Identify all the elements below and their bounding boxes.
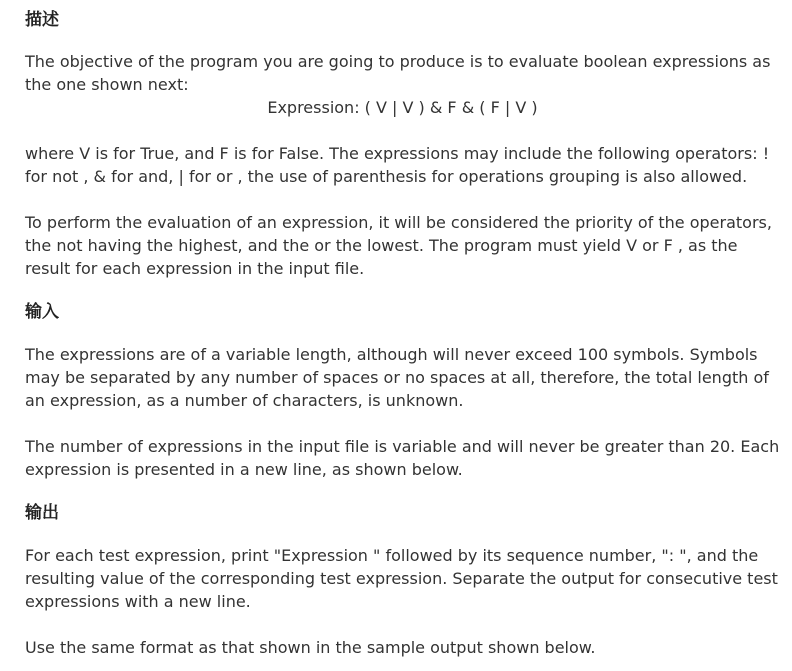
text-line: Use the same format as that shown in the sample output shown below. <box>25 638 596 657</box>
output-paragraph-2 <box>25 636 595 659</box>
description-paragraph-1 <box>25 50 770 96</box>
text-line: an expression, as a number of characters, is unknown. <box>25 391 464 410</box>
text-line: The expressions are of a variable length, although will never exceed 100 symbols. Symbols <box>25 345 758 364</box>
text-line: for not , & for and, | for or , the use of parenthesis for operations grouping is also allowed. <box>25 167 748 186</box>
text-line: To perform the evaluation of an expression, it will be considered the priority of the operators, <box>25 213 772 232</box>
text-line: resulting value of the corresponding test expression. Separate the output for consecutive test <box>25 569 778 588</box>
text-line: the one shown next: <box>25 75 189 94</box>
text-line: the not having the highest, and the or the lowest. The program must yield V or F , as the <box>25 236 738 255</box>
input-paragraph-1 <box>25 343 769 412</box>
text-line: For each test expression, print "Expression " followed by its sequence number, ": ", and the <box>25 546 759 565</box>
text-line: may be separated by any number of spaces or no spaces at all, therefore, the total length of <box>25 368 769 387</box>
input-paragraph-2 <box>25 435 779 481</box>
description-paragraph-2 <box>25 142 769 188</box>
description-paragraph-3 <box>25 211 772 280</box>
sample-expression: Expression: ( V | V ) & F & ( F | V ) <box>267 98 538 117</box>
text-line: where V is for True, and F is for False. The expressions may include the following operators: ! <box>25 144 770 163</box>
description-heading: 描述 <box>25 10 59 30</box>
text-line: result for each expression in the input file. <box>25 259 365 278</box>
text-line: The objective of the program you are going to produce is to evaluate boolean expressions as <box>25 52 771 71</box>
output-paragraph-1 <box>25 544 778 613</box>
text-line: expression is presented in a new line, as shown below. <box>25 460 463 479</box>
output-heading: 输出 <box>25 503 59 523</box>
text-line: The number of expressions in the input file is variable and will never be greater than 20. Each <box>25 437 780 456</box>
text-line: expressions with a new line. <box>25 592 251 611</box>
input-heading: 输入 <box>25 302 59 322</box>
